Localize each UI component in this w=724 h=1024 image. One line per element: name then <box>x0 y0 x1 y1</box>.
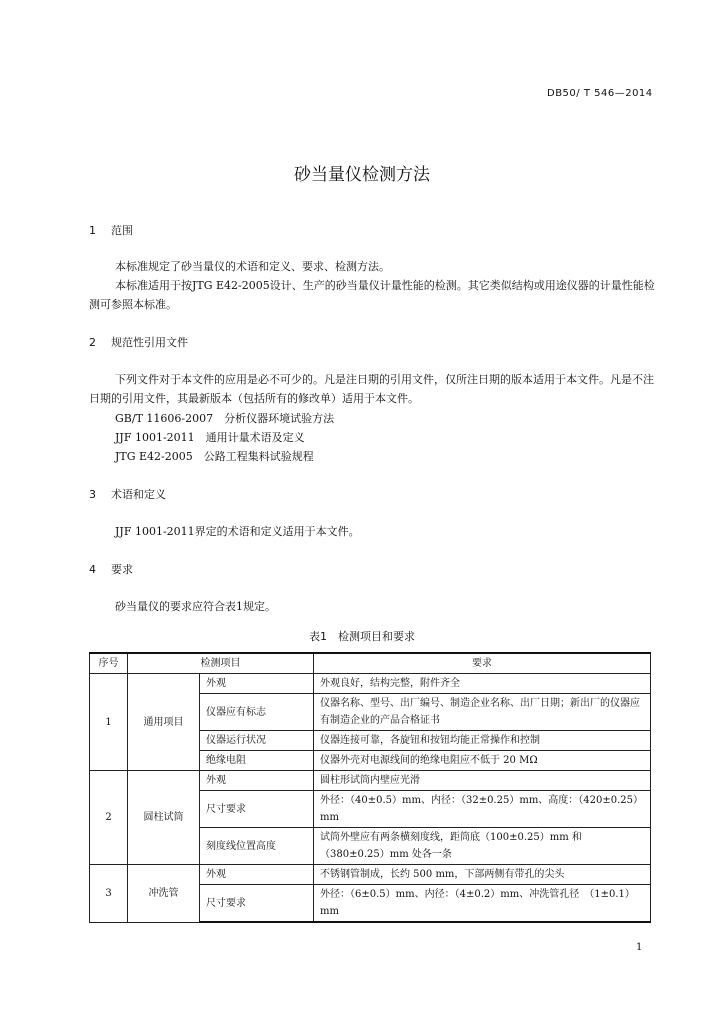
requirement-cell: 外观良好，结构完整，附件齐全 <box>314 674 651 694</box>
section-heading-3 <box>89 486 166 502</box>
category-cell: 圆柱试筒 <box>128 771 200 865</box>
section-title: 要求 <box>111 563 133 576</box>
reference-item: JTG E42-2005 公路工程集料试验规程 <box>115 450 314 463</box>
requirement-cell: 圆柱形试筒内壁应光滑 <box>314 771 651 791</box>
seq-cell: 2 <box>90 771 128 865</box>
table-row <box>90 674 651 694</box>
item-cell: 刻度线位置高度 <box>200 828 314 865</box>
requirement-cell: 仪器外壳对电源线间的绝缘电阻应不低于 20 MΩ <box>314 751 651 771</box>
item-cell: 外观 <box>200 865 314 885</box>
item-cell: 仪器运行状况 <box>200 731 314 751</box>
reference-item: GB/T 11606-2007 分析仪器环境试验方法 <box>115 412 335 425</box>
category-cell: 冲洗管 <box>128 865 200 923</box>
section-heading-2 <box>89 334 188 350</box>
item-cell: 外观 <box>200 674 314 694</box>
requirement-cell: 不锈钢管制成，长约 500 mm，下部两侧有带孔的尖头 <box>314 865 651 885</box>
header-item: 检测项目 <box>128 653 314 674</box>
section-number: 4 <box>89 563 96 576</box>
item-cell: 尺寸要求 <box>200 791 314 828</box>
section-heading-1 <box>89 222 133 238</box>
section-number: 2 <box>89 336 96 349</box>
section-number: 1 <box>89 224 96 237</box>
requirement-cell: 仪器连接可靠，各旋钮和按钮均能正常操作和控制 <box>314 731 651 751</box>
requirement-cell: 外径：（40±0.5）mm、内径：（32±0.25）mm、高度：（420±0.25）mm <box>314 791 651 828</box>
reference-item: JJF 1001-2011 通用计量术语及定义 <box>115 431 305 444</box>
category-cell: 通用项目 <box>128 674 200 771</box>
paragraph: 砂当量仪的要求应符合表1规定。 <box>115 600 276 613</box>
section-heading-4 <box>89 561 133 577</box>
section-title: 规范性引用文件 <box>111 336 188 349</box>
requirement-cell: 外径：（6±0.5）mm、内径：（4±0.2）mm、冲洗管孔径 （1±0.1）mm <box>314 885 651 923</box>
item-cell: 绝缘电阻 <box>200 751 314 771</box>
table-caption: 表1 检测项目和要求 <box>309 630 415 643</box>
paragraph: 下列文件对于本文件的应用是必不可少的。凡是注日期的引用文件，仅所注日期的版本适用于本文件。凡是不注日期的引用文件，其最新版本（包括所有的修改单）适用于本文件。 <box>89 373 654 405</box>
document-title: 砂当量仪检测方法 <box>294 165 430 185</box>
table-row <box>90 771 651 791</box>
table-row <box>90 865 651 885</box>
item-cell: 外观 <box>200 771 314 791</box>
table-header-row <box>90 653 651 674</box>
requirement-cell: 试筒外壁应有两条横刻度线，距筒底（100±0.25）mm 和（380±0.25）mm 处各一条 <box>314 828 651 865</box>
requirements-table <box>89 652 651 923</box>
item-cell: 尺寸要求 <box>200 885 314 923</box>
requirement-cell: 仪器名称、型号、出厂编号、制造企业名称、出厂日期；新出厂的仪器应有制造企业的产品合格证书 <box>314 694 651 731</box>
header-requirement: 要求 <box>314 653 651 674</box>
page-number: 1 <box>636 942 643 953</box>
paragraph: 本标准适用于按JTG E42-2005设计、生产的砂当量仪计量性能的检测。其它类似结构或用途仪器的计量性能检测可参照本标准。 <box>89 279 655 311</box>
seq-cell: 1 <box>90 674 128 771</box>
paragraph: JJF 1001-2011界定的术语和定义适用于本文件。 <box>115 525 360 538</box>
section-title: 范围 <box>111 224 133 237</box>
item-cell: 仪器应有标志 <box>200 694 314 731</box>
section-title: 术语和定义 <box>111 488 166 501</box>
standard-code: DB50/ T 546—2014 <box>547 88 653 99</box>
header-seq: 序号 <box>90 653 128 674</box>
seq-cell: 3 <box>90 865 128 923</box>
section-number: 3 <box>89 488 96 501</box>
paragraph: 本标准规定了砂当量仪的术语和定义、要求、检测方法。 <box>115 260 390 273</box>
